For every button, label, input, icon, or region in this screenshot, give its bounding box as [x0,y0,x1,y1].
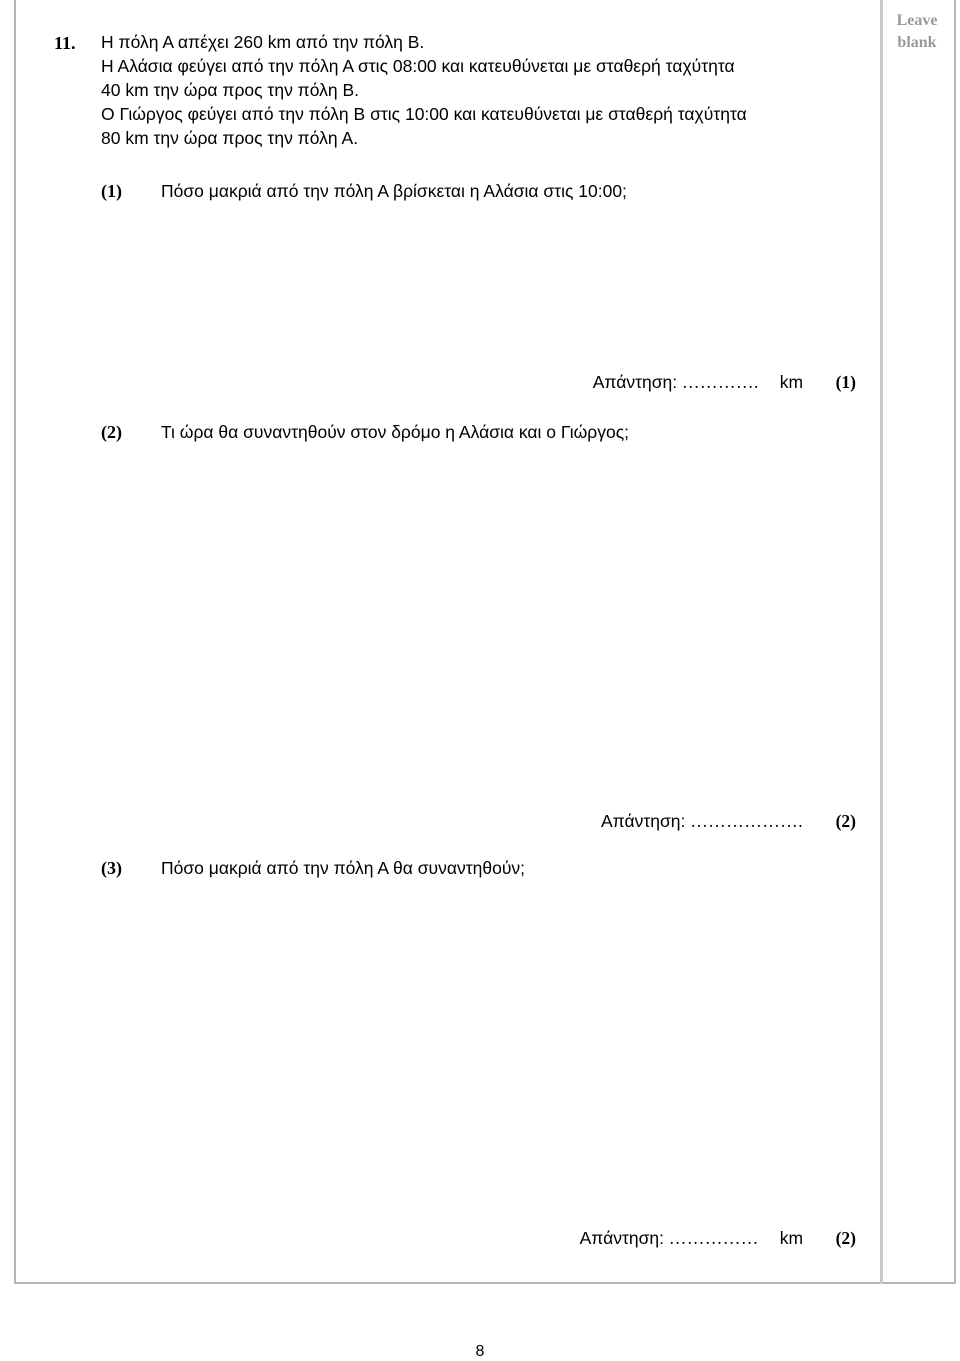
answer-blank[interactable]: …………… [668,1228,759,1248]
part-3-question [101,858,525,879]
intro-line: Ο Γιώργος φεύγει από την πόλη Β στις 10:00 και κατευθύνεται με σταθερή ταχύτητα [101,104,747,124]
part-3-answer-line[interactable] [580,1228,856,1249]
answer-prefix: Απάντηση: [592,372,678,392]
question-number: 11. [54,33,76,53]
marks-badge: (1) [835,372,856,392]
answer-prefix: Απάντηση: [579,1228,665,1248]
part-2-label: (2) [101,422,122,442]
part-3-label: (3) [101,858,122,878]
answer-unit: km [779,372,804,392]
answer-blank[interactable]: …………. [682,372,759,392]
intro-line: Η Αλάσια φεύγει από την πόλη Α στις 08:00 και κατευθύνεται με σταθερή ταχύτητα [101,56,735,76]
part-1-text: Πόσο μακριά από την πόλη Α βρίσκεται η Αλάσια στις 10:00; [161,181,627,201]
marks-badge: (2) [835,811,856,831]
intro-line: 80 km την ώρα προς την πόλη Α. [101,128,359,148]
answer-prefix: Απάντηση: [600,811,686,831]
intro-line: 40 km την ώρα προς την πόλη Β. [101,80,360,100]
margin-divider [880,0,883,1284]
answer-blank[interactable]: ………………. [690,811,804,831]
part-3-text: Πόσο μακριά από την πόλη Α θα συναντηθούν; [161,858,525,878]
part-2-text: Τι ώρα θα συναντηθούν στον δρόμο η Αλάσια και ο Γιώργος; [161,422,630,442]
intro-line: Η πόλη Α απέχει 260 km από την πόλη Β. [101,32,425,52]
leave-blank-line2: blank [897,34,937,51]
leave-blank-line1: Leave [896,12,938,29]
question-intro [101,30,861,150]
answer-unit: km [779,1228,804,1248]
part-1-answer-line[interactable] [593,372,856,393]
part-2-question [101,422,629,443]
leave-blank-label [884,10,950,54]
part-1-question [101,181,627,202]
marks-badge: (2) [835,1228,856,1248]
part-2-answer-line[interactable] [601,811,856,832]
part-1-label: (1) [101,181,122,201]
page-number: 8 [475,1343,485,1360]
